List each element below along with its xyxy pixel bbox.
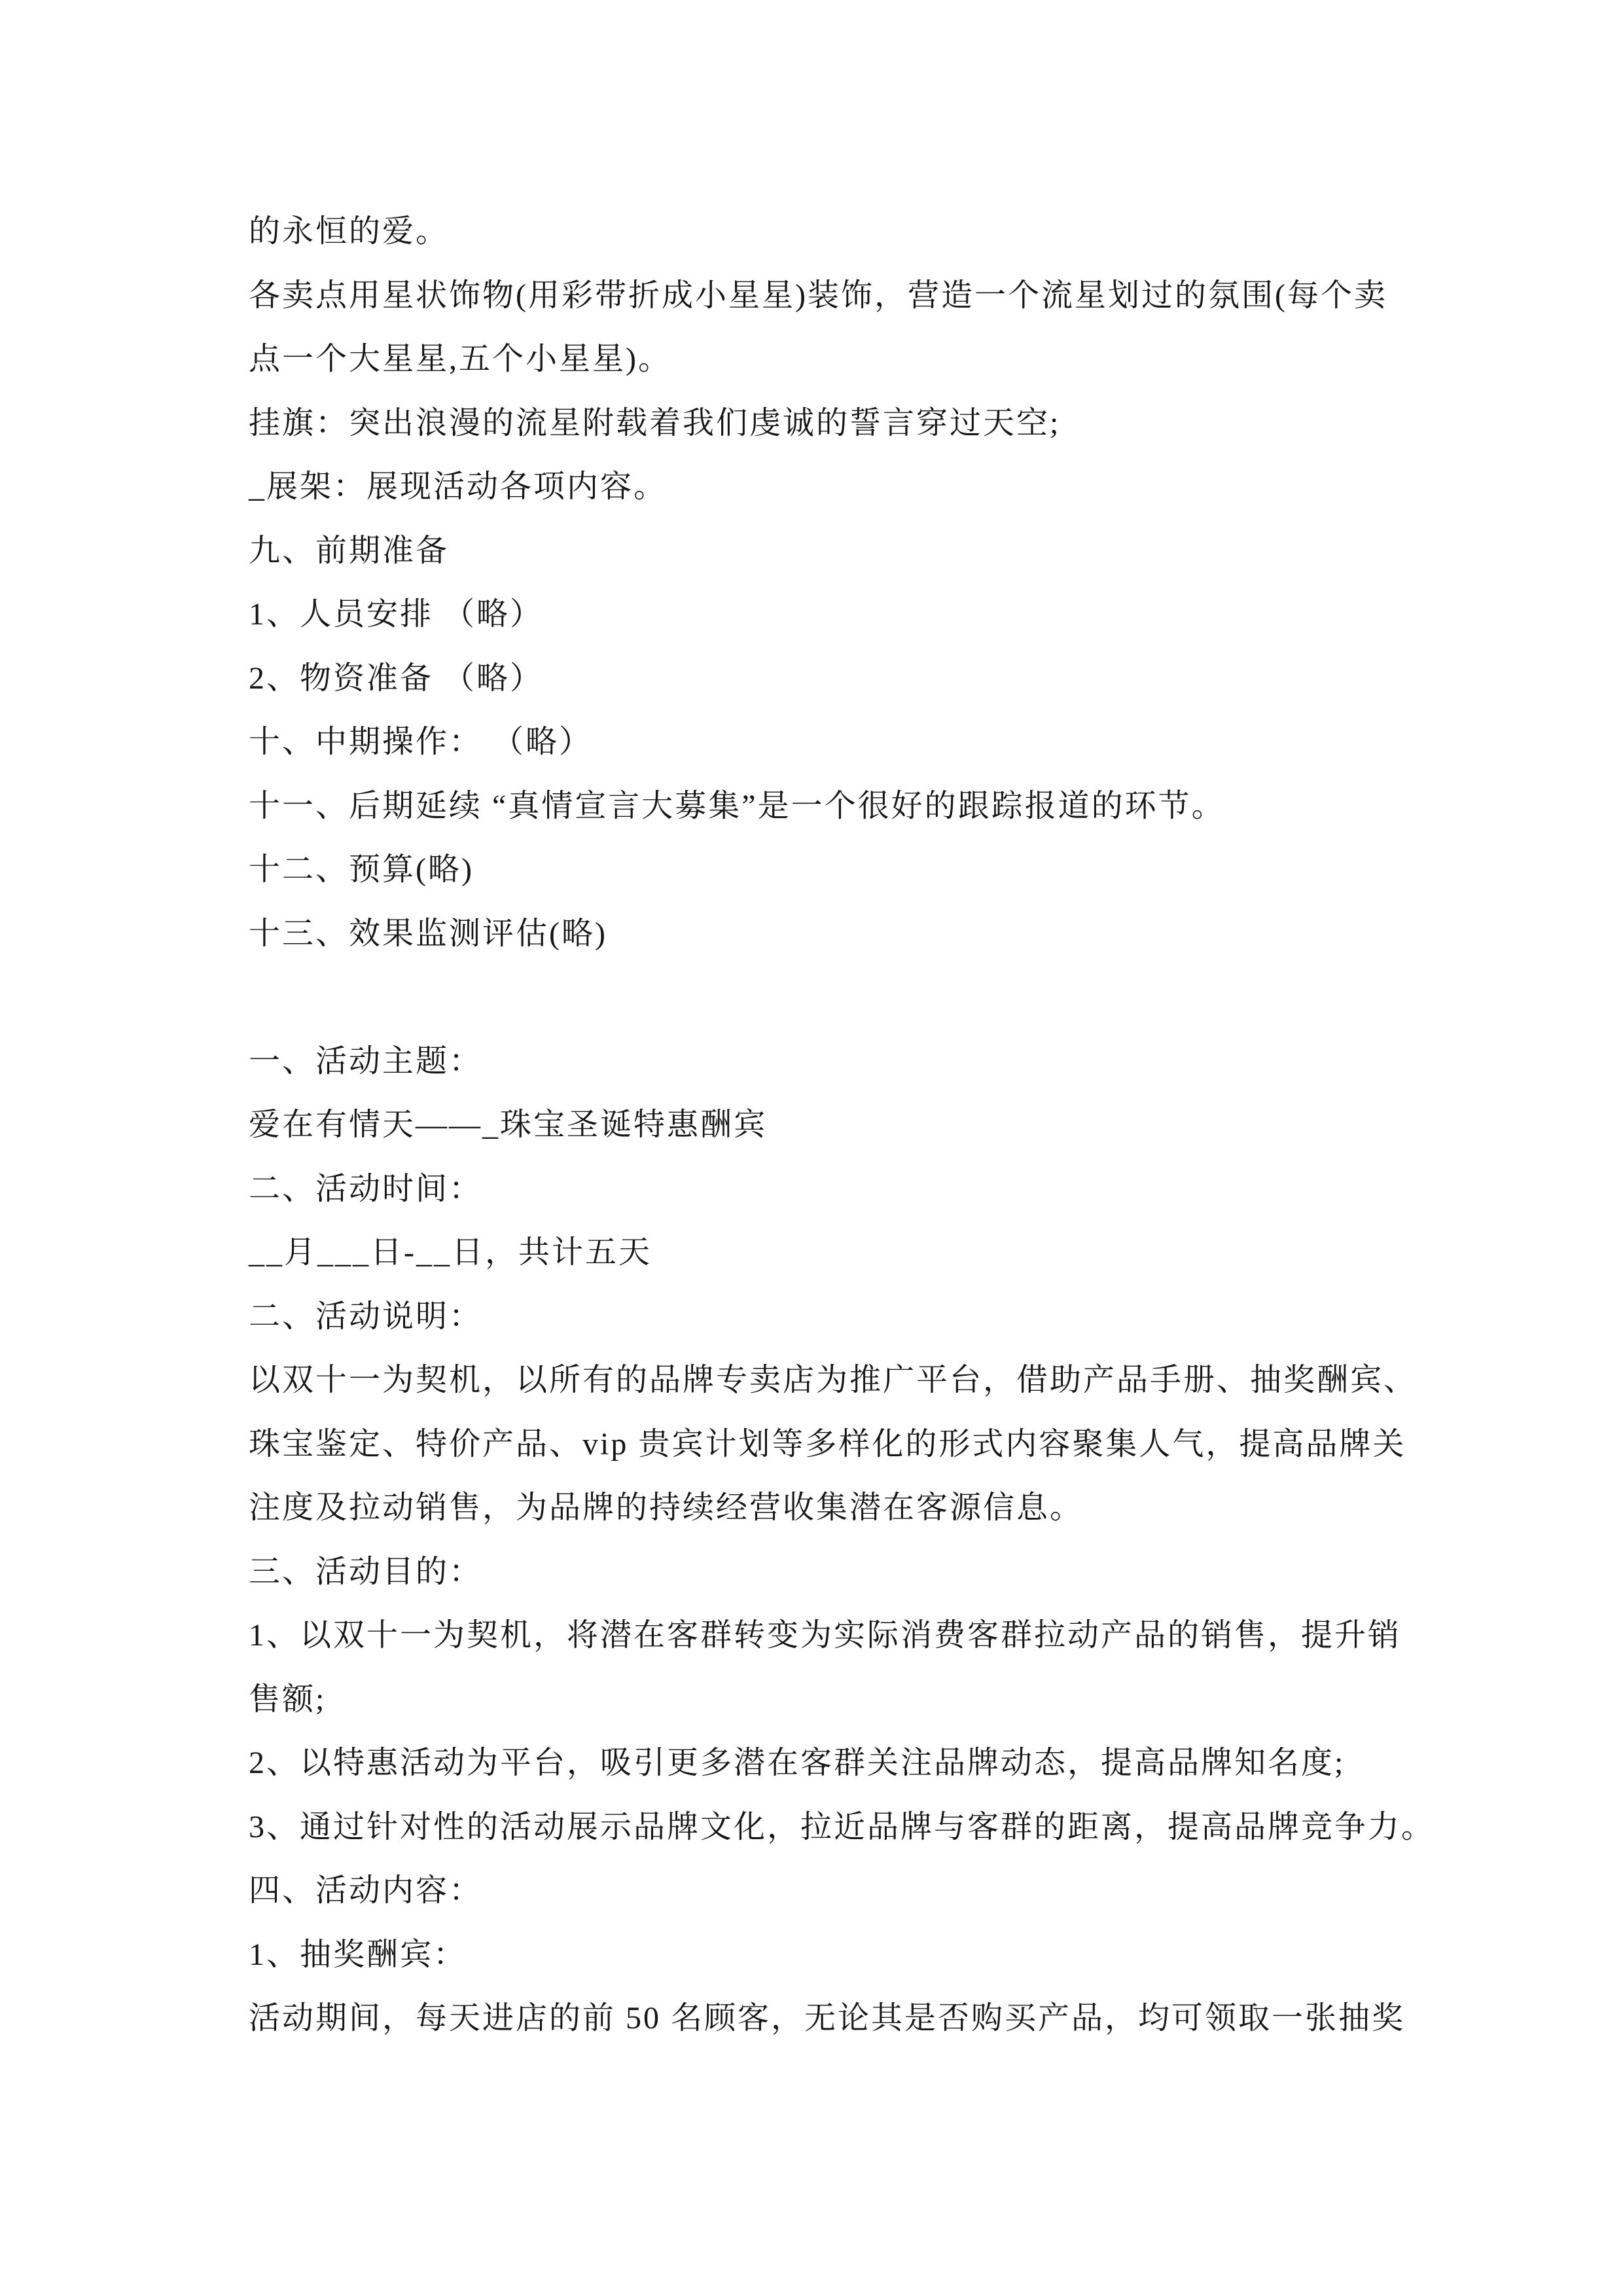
document-line: 2、物资准备 （略）	[249, 660, 544, 696]
document-line-blank	[249, 965, 1584, 1030]
document-line: 各卖点用星状饰物(用彩带折成小星星)装饰，营造一个流星划过的氛围(每个卖	[249, 278, 1387, 313]
document-line: 一、活动主题：	[249, 1043, 483, 1079]
document-line: 售额;	[249, 1681, 327, 1717]
document-line: _展架：展现活动各项内容。	[249, 469, 668, 504]
document-line: 以双十一为契机，以所有的品牌专卖店为推广平台，借助产品手册、抽奖酬宾、	[249, 1363, 1418, 1397]
document-line: 十三、效果监测评估(略)	[249, 916, 607, 951]
document-line: 1、人员安排 （略）	[249, 597, 544, 632]
document-line: 1、以双十一为契机，将潜在客群转变为实际消费客群拉动产品的销售，提升销	[249, 1618, 1402, 1653]
document-line: 珠宝鉴定、特价产品、vip 贵宾计划等多样化的形式内容聚集人气，提高品牌关	[249, 1426, 1406, 1462]
document-line: 的永恒的爱。	[249, 214, 450, 249]
document-line: 爱在有情天——_珠宝圣诞特惠酬宾	[249, 1107, 768, 1142]
document-line: 点一个大星星,五个小星星)。	[249, 342, 671, 376]
document-content	[249, 200, 1584, 2051]
document-line: 活动期间，每天进店的前 50 名顾客，无论其是否购买产品，均可领取一张抽奖	[249, 2001, 1406, 2036]
document-line: 十二、预算(略)	[249, 852, 474, 887]
document-line: 四、活动内容：	[249, 1873, 483, 1908]
document-line: 三、活动目的：	[249, 1554, 483, 1589]
document-line: 2、以特惠活动为平台，吸引更多潜在客群关注品牌动态，提高品牌知名度;	[249, 1746, 1346, 1780]
document-line: 3、通过针对性的活动展示品牌文化，拉近品牌与客群的距离，提高品牌竞争力。	[249, 1809, 1435, 1844]
document-line: __月___日-__日，共计五天	[249, 1235, 652, 1270]
document-line: 二、活动时间：	[249, 1171, 483, 1206]
document-line: 1、抽奖酬宾：	[249, 1937, 467, 1972]
document-line: 注度及拉动销售，为品牌的持续经营收集潜在客源信息。	[249, 1490, 1084, 1525]
document-line: 十、中期操作： （略）	[249, 725, 593, 759]
document-line: 十一、后期延续 “真情宣言大募集”是一个很好的跟踪报道的环节。	[249, 788, 1225, 823]
document-line: 挂旗：突出浪漫的流星附载着我们虔诚的誓言穿过天空;	[249, 405, 1061, 440]
document-line: 九、前期准备	[249, 533, 450, 568]
document-line: 二、活动说明：	[249, 1299, 483, 1334]
